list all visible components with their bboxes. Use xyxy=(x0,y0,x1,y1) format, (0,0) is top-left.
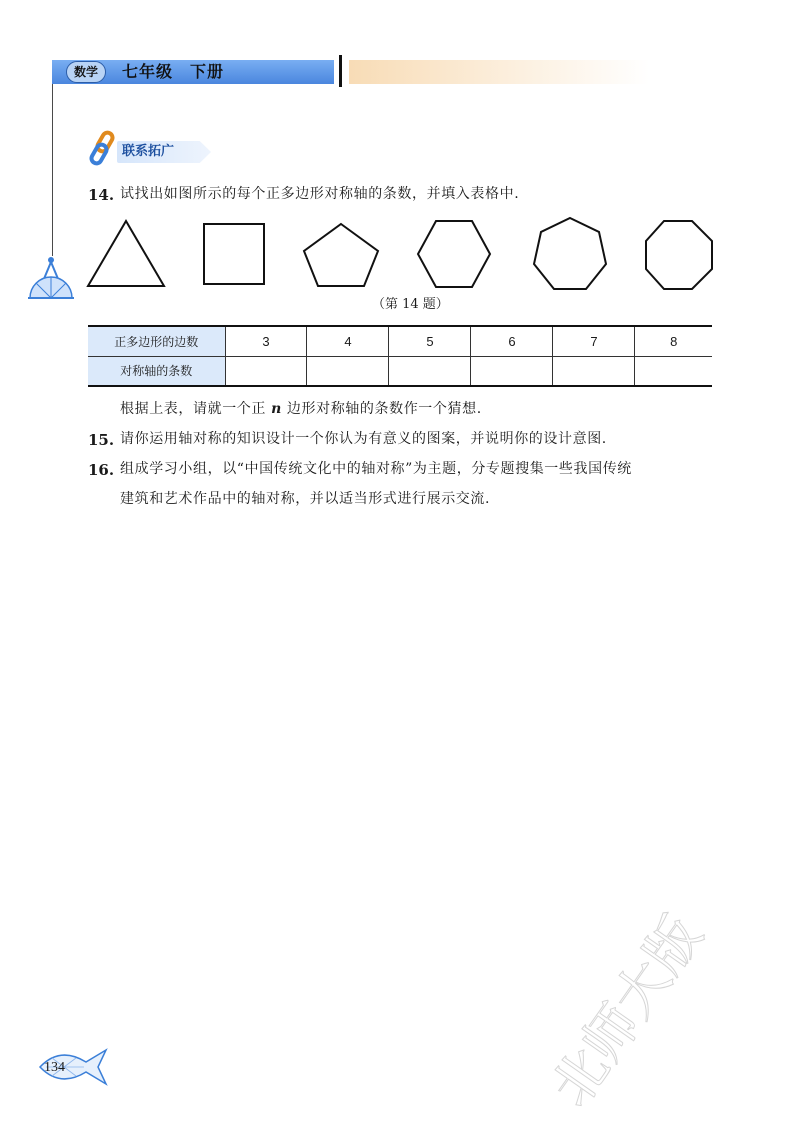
compass-icon xyxy=(26,254,76,308)
heptagon-shape xyxy=(534,218,606,289)
problem-number: 16. xyxy=(88,461,115,479)
answer-cell xyxy=(225,356,307,386)
square-shape xyxy=(204,224,264,284)
guess-text: 根据上表，请就一个正 xyxy=(120,401,272,417)
pentagon-shape xyxy=(304,224,378,286)
table-cell: 3 xyxy=(225,326,307,356)
chain-link-icon xyxy=(88,130,120,166)
polygon-figures xyxy=(80,214,720,294)
answer-cell xyxy=(553,356,635,386)
page-number: 134 xyxy=(44,1060,65,1075)
answer-cell xyxy=(471,356,553,386)
triangle-shape xyxy=(88,221,164,286)
table-cell: 5 xyxy=(389,326,471,356)
problem-number: 15. xyxy=(88,431,115,449)
table-row xyxy=(88,356,712,386)
table-cell: 7 xyxy=(553,326,635,356)
problem-text: 组成学习小组，以“中国传统文化中的轴对称”为主题，分专题搜集一些我国传统 xyxy=(120,461,632,477)
row-header-axes: 对称轴的条数 xyxy=(88,356,225,386)
problem-text: 请你运用轴对称的知识设计一个你认为有意义的图案，并说明你的设计意图. xyxy=(120,431,607,447)
table-cell: 6 xyxy=(471,326,553,356)
guess-instruction xyxy=(120,394,482,424)
answer-cell xyxy=(307,356,389,386)
row-header-sides: 正多边形的边数 xyxy=(88,326,225,356)
problem-text: 建筑和艺术作品中的轴对称，并以适当形式进行展示交流. xyxy=(120,491,491,507)
header-decoration xyxy=(349,60,649,84)
table-cell: 8 xyxy=(635,326,712,356)
problem-number: 14. xyxy=(88,186,115,204)
margin-rule xyxy=(52,84,53,256)
section-title: 联系拓广 xyxy=(122,144,175,159)
header-divider xyxy=(339,55,342,87)
table-cell: 4 xyxy=(307,326,389,356)
answer-cell xyxy=(635,356,712,386)
hexagon-shape xyxy=(418,221,490,287)
watermark-text: 北师大版 xyxy=(539,904,715,1118)
guess-text: 边形对称轴的条数作一个猜想. xyxy=(281,401,482,417)
answer-cell xyxy=(389,356,471,386)
publisher-watermark xyxy=(539,880,790,1120)
book-title: 七年级 下册 xyxy=(122,62,225,81)
subject-badge: 数学 xyxy=(66,61,106,83)
octagon-shape xyxy=(646,221,712,289)
variable-n: n xyxy=(271,401,282,417)
figure-caption: （第 14 题） xyxy=(372,297,449,312)
problem-text: 试找出如图所示的每个正多边形对称轴的条数，并填入表格中. xyxy=(120,186,520,202)
table-row xyxy=(88,326,712,356)
symmetry-table xyxy=(88,325,712,387)
